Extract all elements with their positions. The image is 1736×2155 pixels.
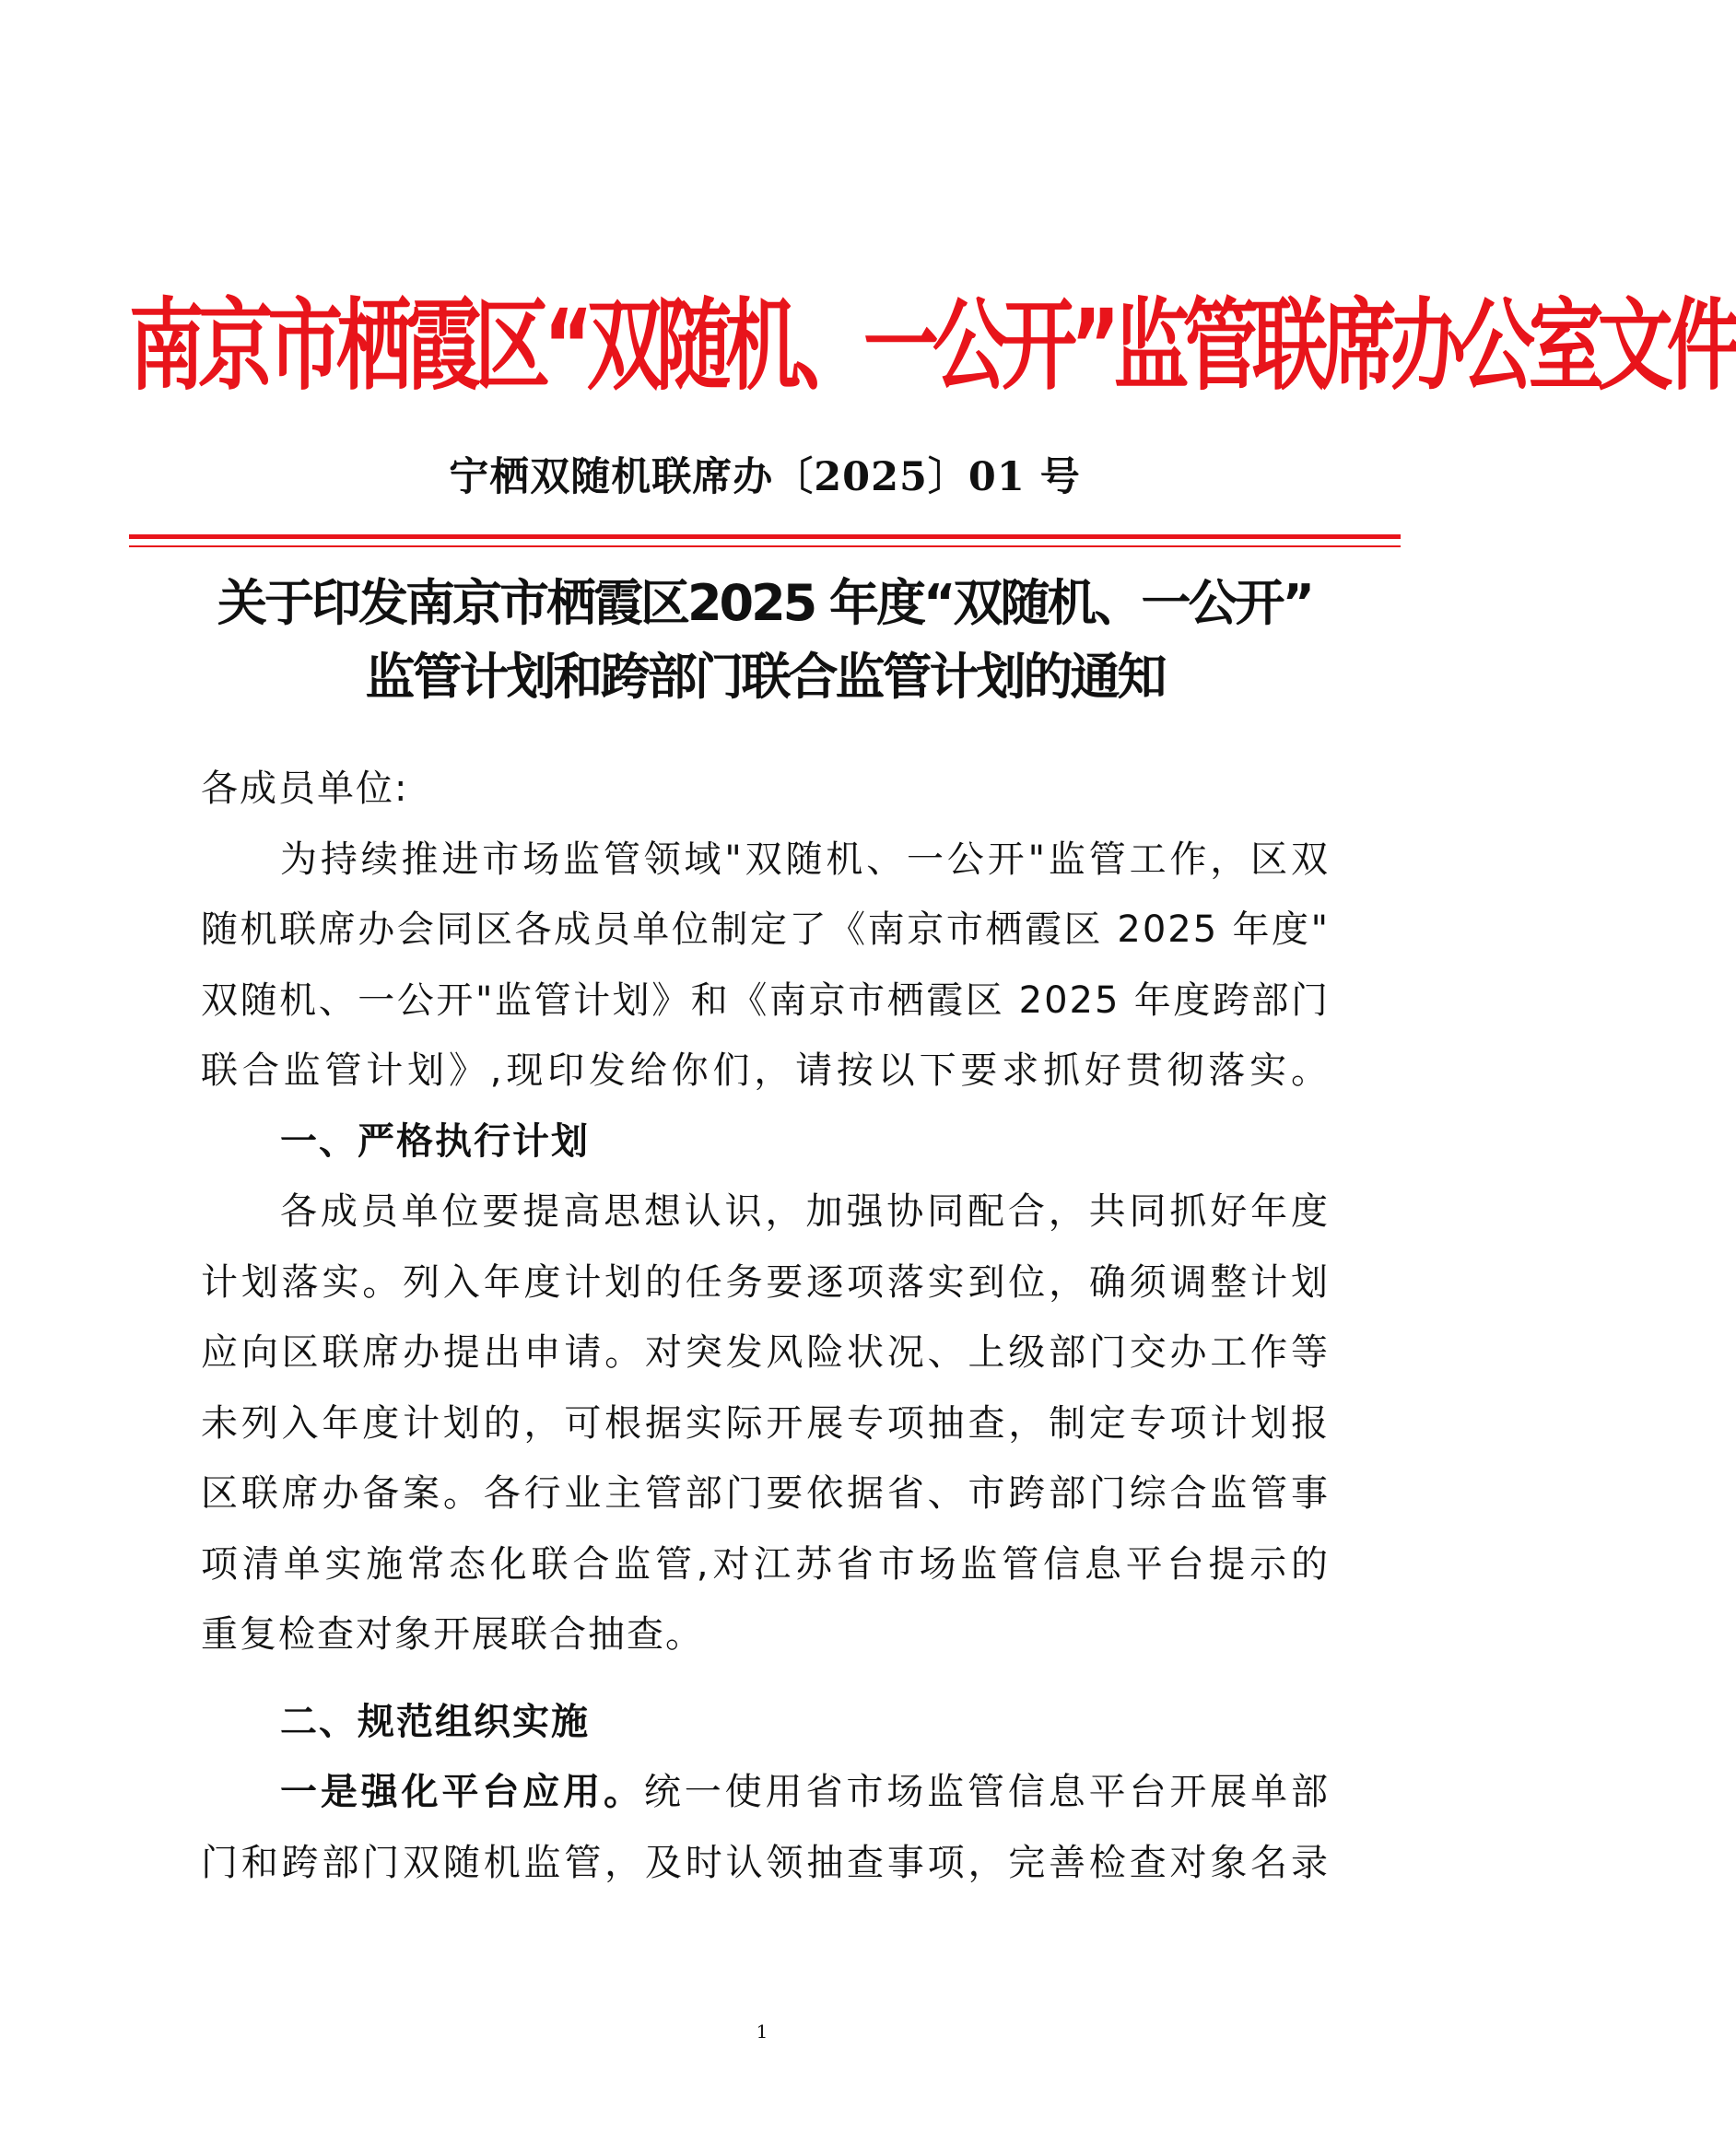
- section-heading-2: 二、规范组织实施: [280, 1700, 590, 1743]
- section2-first-line: [201, 1757, 1330, 1828]
- section1-line: 区联席办备案。各行业主管部门要依据省、市跨部门综合监管事: [201, 1472, 1330, 1515]
- section1-line: 各成员单位要提高思想认识，加强协同配合，共同抓好年度: [280, 1190, 1330, 1233]
- intro-line: 联合监管计划》,现印发给你们，请按以下要求抓好贯彻落实。: [201, 1049, 1330, 1092]
- document-number: 宁栖双随机联席办〔2025〕01 号: [449, 454, 1081, 500]
- red-divider-thick: [129, 534, 1401, 539]
- page-number: 1: [756, 2020, 768, 2043]
- notice-body: [201, 754, 1330, 1898]
- intro-line: 随机联席办会同区各成员单位制定了《南京市栖霞区 2025 年度": [201, 908, 1330, 951]
- section1-line: 未列入年度计划的，可根据实际开展专项抽查，制定专项计划报: [201, 1401, 1330, 1445]
- section2-line: 门和跨部门双随机监管，及时认领抽查事项，完善检查对象名录: [201, 1841, 1330, 1884]
- section2-first-line-text: 统一使用省市场监管信息平台开展单部: [643, 1771, 1331, 1813]
- paragraph-gap: [201, 1670, 1330, 1687]
- section1-line: 应向区联席办提出申请。对突发风险状况、上级部门交办工作等: [201, 1331, 1330, 1374]
- section1-line: 重复检查对象开展联合抽查。: [201, 1613, 704, 1656]
- issuing-authority-header: 南京市栖霞区“双随机、一公开”监管联席办公室文件: [129, 288, 1736, 405]
- section-heading-1: 一、严格执行计划: [280, 1119, 590, 1163]
- section1-line: 项清单实施常态化联合监管,对江苏省市场监管信息平台提示的: [201, 1542, 1330, 1586]
- intro-line: 为持续推进市场监管领域"双随机、一公开"监管工作，区双: [280, 837, 1330, 881]
- intro-line: 双随机、一公开"监管计划》和《南京市栖霞区 2025 年度跨部门: [201, 978, 1330, 1022]
- notice-title-line-2: 监管计划和跨部门联合监管计划的通知: [365, 648, 1165, 706]
- section2-lead-phrase: 一是强化平台应用。: [280, 1771, 644, 1813]
- red-divider-thin: [129, 545, 1401, 547]
- notice-title-line-1: 关于印发南京市栖霞区2025 年度“双随机、一公开”: [217, 574, 1313, 632]
- section1-line: 计划落实。列入年度计划的任务要逐项落实到位，确须调整计划: [201, 1260, 1330, 1304]
- salutation: 各成员单位:: [201, 767, 409, 810]
- notice-title: [129, 567, 1401, 714]
